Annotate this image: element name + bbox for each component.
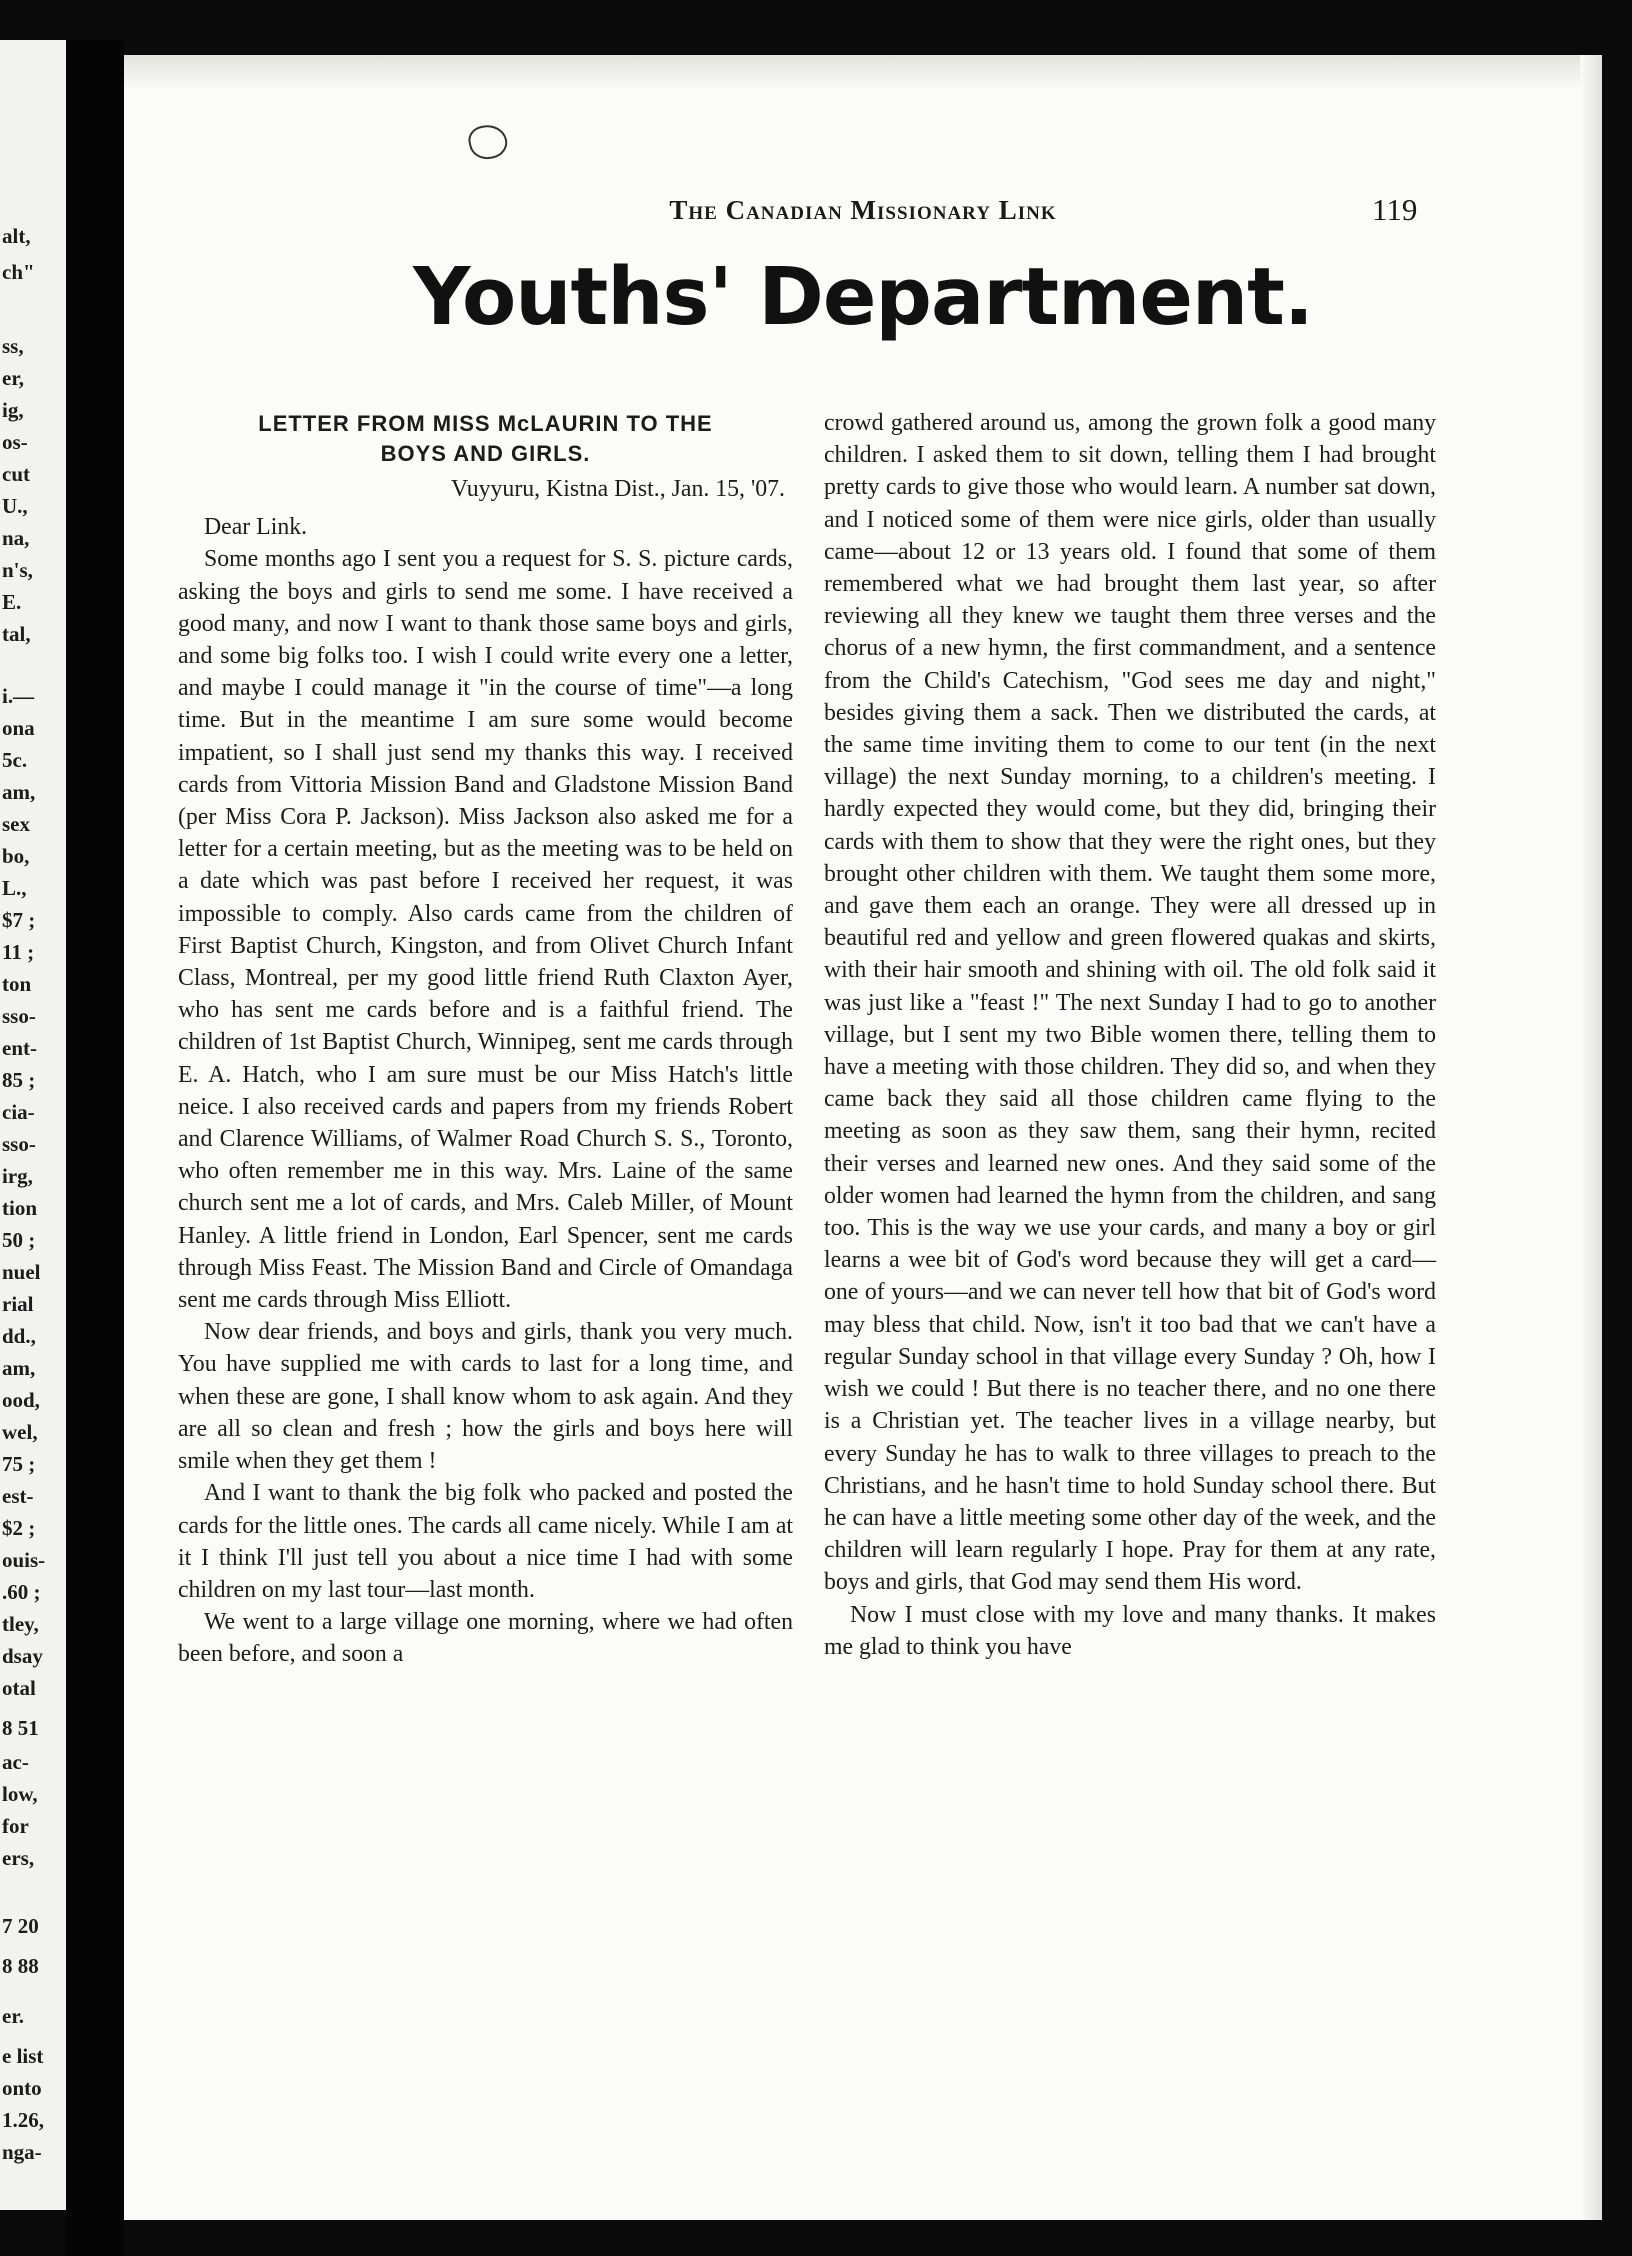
facing-page-text-fragment: er, (2, 366, 24, 390)
facing-page-text-fragment: $7 ; (2, 908, 36, 932)
department-title: Youths' Department. (413, 251, 1313, 343)
facing-page-text-fragment: sso- (2, 1132, 36, 1156)
running-head: The Canadian Missionary Link (669, 195, 1057, 225)
paragraph: Now I must close with my love and many thanks. It makes me glad to think you have (824, 1601, 1436, 1660)
facing-page-text-fragment: wel, (2, 1420, 38, 1444)
facing-page-text-fragment: ss, (2, 334, 24, 358)
facing-page-text-fragment: tal, (2, 622, 31, 646)
facing-page-text-fragment: 8 51 (2, 1716, 39, 1740)
facing-page-text-fragment: er. (2, 2004, 24, 2028)
facing-page-text-fragment: ood, (2, 1388, 40, 1412)
facing-page-text-fragment: low, (2, 1782, 38, 1806)
facing-page-text-fragment: ton (2, 972, 32, 996)
facing-page-text-fragment: 75 ; (2, 1452, 36, 1476)
facing-page-text-fragment: i.— (2, 684, 35, 708)
facing-page-text-fragment: os- (2, 430, 28, 454)
facing-page-text-fragment: ers, (2, 1846, 35, 1870)
facing-page-fragment (0, 40, 66, 2210)
facing-page-text-fragment: ona (2, 716, 35, 740)
facing-page-text-fragment: am, (2, 780, 36, 804)
facing-page-text-fragment: alt, (2, 224, 31, 248)
letter-heading (188, 409, 783, 469)
paragraph: Now dear friends, and boys and girls, thank you very much. You have supplied me with cards to last for a long time, and when these are gone, I shall know whom to ask again. And they are all so clean and fresh ; how the girls and boys here will smile when they get them ! (178, 1319, 793, 1475)
facing-page-text-fragment: .60 ; (2, 1580, 41, 1604)
facing-page-text-fragment: cut (2, 462, 30, 486)
facing-page-text-fragment: onto (2, 2076, 42, 2100)
facing-page-text-fragment: E. (2, 590, 22, 614)
facing-page-text-fragment: nga- (2, 2140, 42, 2164)
facing-page-text-fragment: L., (2, 876, 27, 900)
facing-page-text-fragment: irg, (2, 1164, 33, 1188)
facing-page-text-fragment: nuel (2, 1260, 41, 1284)
right-column (824, 407, 1436, 1663)
facing-page-text-fragment: rial (2, 1292, 34, 1316)
facing-page-text-fragment: $2 ; (2, 1516, 36, 1540)
letter-heading-line2: BOYS AND GIRLS. (380, 441, 591, 466)
facing-page-text-fragment: am, (2, 1356, 36, 1380)
facing-page-text-fragment: tion (2, 1196, 38, 1220)
facing-page-text-fragment: sex (2, 812, 30, 836)
letter-heading-line1: LETTER FROM MISS McLAURIN TO THE (258, 411, 713, 436)
facing-page-text-fragment: dd., (2, 1324, 36, 1348)
facing-page-text-fragment: ent- (2, 1036, 37, 1060)
facing-page-text-fragment: est- (2, 1484, 34, 1508)
facing-page-text-fragment: ac- (2, 1750, 29, 1774)
ink-mark (466, 121, 510, 162)
facing-page-text-fragment: 50 ; (2, 1228, 36, 1252)
page-number: 119 (1372, 192, 1418, 227)
facing-page-text-fragment: sso- (2, 1004, 36, 1028)
facing-page-text-fragment: 5c. (2, 748, 28, 772)
paragraph: Some months ago I sent you a request for S. S. picture cards, asking the boys and girls to send me some. I have received a good many, and now I want to thank those same boys and girls, and some big folks too. I wish I could write every one a letter, and maybe I could manage it "in the course of time"—a long time. But in the meantime I am sure some would become impatient, so I shall just send my thanks this way. I received cards from Vittoria Mission Band and Gladstone Mission Band (per Miss Cora P. Jackson). Miss Jackson also asked me for a letter for a certain meeting, but as the meeting was to be held on a date which was past before I received her request, it was impossible to comply. Also cards came from the children of First Baptist Church, Kingston, and from Olivet Church Infant Class, Montreal, per my good little friend Ruth Claxton Ayer, who has sent me cards before and is a faithful friend. The children of 1st Baptist Church, Winnipeg, sent me cards through E. A. Hatch, who I am sure must be our Miss Hatch's little neice. I also received cards and papers from my friends Robert and Clarence Williams, of Walmer Road Church S. S., Toronto, who often remember me in this way. Mrs. Laine of the same church sent me a lot of cards, and Mrs. Caleb Miller, of Mount Hanley. A little friend in London, Earl Spencer, sent me cards through Miss Feast. The Mission Band and Circle of Omandaga sent me cards through Miss Elliott. (178, 546, 793, 1314)
paragraph: We went to a large village one morning, where we had often been before, and soon a (178, 1609, 793, 1668)
facing-page-text-fragment: for (2, 1814, 29, 1838)
facing-page-text-fragment: bo, (2, 844, 30, 868)
facing-page-text-fragment: 7 20 (2, 1914, 39, 1938)
facing-page-text-fragment: U., (2, 494, 28, 518)
paragraph: crowd gathered around us, among the grown folk a good many children. I asked them to sit down, telling them I had brought pretty cards to give those who would learn. A number sat down, and I noticed some of them were nice girls, older than usually came—about 12 or 13 years old. I found that some of them remembered what we had brought them last year, so after reviewing all they knew we taught them three verses and the chorus of a new hymn, the first commandment, and a sentence from the Child's Catechism, "God sees me day and night," besides giving them a sack. Then we distributed the cards, at the same time inviting them to come to our tent (in the next village) the next Sunday morning, to a children's meeting. I hardly expected they would come, but they did, bringing their cards with them to show that they were the right ones, but they brought other children with them. We taught them some more, and gave them each an orange. They were all dressed up in beautiful red and yellow and green flowered quakas and skirts, with their hair smooth and shining with oil. The old folk said it was just like a "feast !" The next Sunday I had to go to another village, but I sent my two Bible women there, telling them to have a meeting with those children. They did so, and when they came back they said all those children came flying to the meeting as soon as they saw them, sang their hymn, recited their verses and learned new ones. And they said some of the older women had learned the hymn from the children, and sang too. This is the way we use your cards, and many a boy or girl learns a wee bit of God's word because they will get a card—one of yours—and we can never tell how that bit of God's word may bless that child. Now, isn't it too bad that we can't have a regular Sunday school in that village every Sunday ? Oh, how I wish we could ! But there is no teacher there, and no one there is a Christian yet. The teacher lives in a village nearby, but every Sunday he has to walk to three villages to preach to the Christians, and he hasn't time to hold Sunday school there. But he can have a little meeting some other day of the week, and the children will learn regularly I hope. Pray for them at any rate, boys and girls, that God may send them His word. (824, 410, 1436, 1596)
facing-page-text-fragment: n's, (2, 558, 33, 582)
facing-page-text-fragment: ouis- (2, 1548, 46, 1572)
facing-page-text-fragment: 1.26, (2, 2108, 44, 2132)
facing-page-text-fragment: ig, (2, 398, 24, 422)
page-gutter-shadow (66, 40, 124, 2256)
paragraph: And I want to thank the big folk who packed and posted the cards for the little ones. The cards all came nicely. While I am at it I think I'll just tell you about a nice time I had with some children on my last tour—last month. (178, 1480, 793, 1603)
facing-page-text-fragment: 85 ; (2, 1068, 36, 1092)
magazine-page (124, 55, 1602, 2220)
dateline: Vuyyuru, Kistna Dist., Jan. 15, '07. (450, 476, 785, 502)
facing-page-text-fragment: cia- (2, 1100, 35, 1124)
facing-page-text-fragment: 11 ; (2, 940, 35, 964)
facing-page-text-fragment: dsay (2, 1644, 43, 1668)
facing-page-text-fragment: 8 88 (2, 1954, 39, 1978)
salutation: Dear Link. (204, 514, 308, 541)
facing-page-text-fragment: otal (2, 1676, 36, 1700)
facing-page-text-fragment: e list (2, 2044, 44, 2068)
facing-page-text-fragment: ch" (2, 260, 35, 284)
facing-page-text-fragment: tley, (2, 1612, 39, 1636)
left-column (178, 405, 793, 1671)
facing-page-text-fragment: na, (2, 526, 30, 550)
